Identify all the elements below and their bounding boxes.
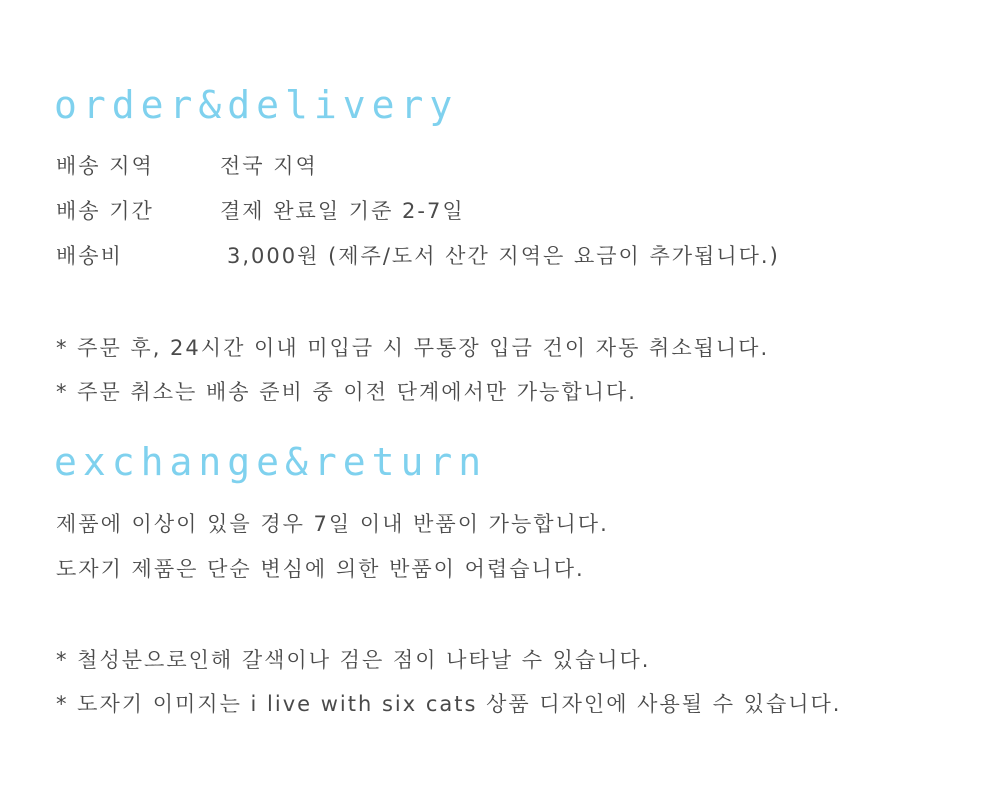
info-row-shipping-fee: [56, 246, 780, 267]
info-row-delivery-period: [56, 201, 465, 222]
order-note-auto-cancel: * 주문 후, 24시간 이내 미입금 시 무통장 입금 건이 자동 취소됩니다.: [56, 336, 770, 360]
order-delivery-heading: order&delivery: [54, 83, 459, 127]
shipping-fee-value: 3,000원 (제주/도서 산간 지역은 요금이 추가됩니다.): [227, 244, 780, 268]
delivery-period-label: 배송 기간: [56, 199, 154, 223]
exchange-note-iron-spots: * 철성분으로인해 갈색이나 검은 점이 나타날 수 있습니다.: [56, 648, 651, 672]
delivery-area-label: 배송 지역: [56, 154, 154, 178]
exchange-note-image-usage: * 도자기 이미지는 i live with six cats 상품 디자인에 사용될 수 있습니다.: [56, 692, 842, 716]
shipping-fee-label: 배송비: [56, 244, 123, 268]
info-row-delivery-area: [56, 156, 318, 177]
order-note-cancel-policy: * 주문 취소는 배송 준비 중 이전 단계에서만 가능합니다.: [56, 380, 637, 404]
delivery-area-value: 전국 지역: [220, 154, 318, 178]
exchange-line-no-change-of-mind: 도자기 제품은 단순 변심에 의한 반품이 어렵습니다.: [56, 557, 585, 581]
exchange-line-defect: 제품에 이상이 있을 경우 7일 이내 반품이 가능합니다.: [56, 512, 609, 536]
delivery-period-value: 결제 완료일 기준 2-7일: [220, 199, 465, 223]
exchange-return-heading: exchange&return: [54, 440, 488, 484]
